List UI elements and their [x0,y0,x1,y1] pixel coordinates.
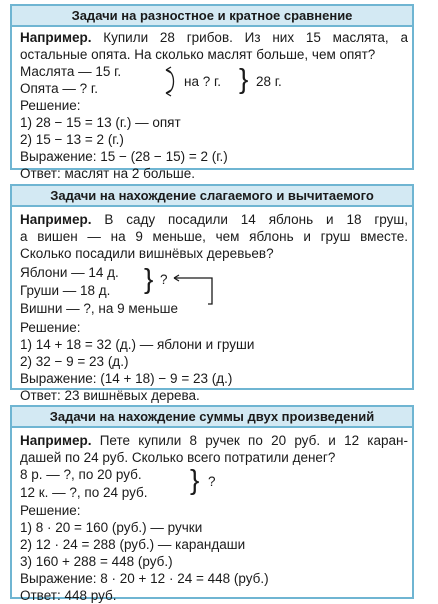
short-note-line: Вишни — ?, на 9 меньше [20,301,178,316]
answer: Ответ: маслят на 2 больше. [20,166,196,181]
solution-label: Решение: [20,98,81,113]
card-title: Задачи на разностное и кратное сравнение [12,6,412,27]
solution-label: Решение: [20,503,81,518]
question-mark: ? [160,272,168,287]
expression: Выражение: 15 − (28 − 15) = 2 (г.) [20,149,228,164]
question-mark: ? [208,474,216,489]
expression: Выражение: (14 + 18) − 9 = 23 (д.) [20,371,233,386]
solution-step: 3) 160 + 288 = 448 (руб.) [20,554,173,569]
card-title: Задачи на нахождение слагаемого и вычитаемого [12,186,412,207]
example-label: Например. [20,30,92,45]
problem-line: дашей по 24 руб. Сколько всего потратили денег? [20,450,336,465]
card-body [12,428,412,603]
problem-line: а вишен — на 9 меньше, чем яблонь и груш вместе. [20,229,408,244]
short-note-line: Груши — 18 д. [20,283,111,298]
comparison-arrow-icon [164,65,182,99]
short-note-line: 12 к. — ?, по 24 руб. [20,485,148,500]
answer: Ответ: 23 вишнёвых дерева. [20,388,200,403]
comparison-note: на ? г. [184,74,221,89]
right-brace-icon: } [144,263,154,294]
short-note-line: Яблони — 14 д. [20,265,119,280]
answer: Ответ: 448 руб. [20,588,117,603]
right-brace-icon: } [239,63,249,94]
problem-line [20,29,408,46]
expression: Выражение: 8 · 20 + 12 · 24 = 448 (руб.) [20,571,269,586]
solution-step: 1) 8 · 20 = 160 (руб.) — ручки [20,520,203,535]
right-brace-icon: } [190,464,200,495]
card-title: Задачи на нахождение суммы двух произведений [12,407,412,428]
example-label: Например. [20,433,92,448]
solution-step: 2) 32 − 9 = 23 (д.) [20,354,129,369]
back-arrow-icon [168,273,218,309]
card-body [12,27,412,181]
example-label: Например. [20,212,92,227]
solution-step: 1) 14 + 18 = 32 (д.) — яблони и груши [20,337,255,352]
problem-text: В саду посадили 14 яблонь и 18 груш, [104,212,408,227]
solution-step: 1) 28 − 15 = 13 (г.) — опят [20,115,181,130]
problem-text: Пете купили 8 ручек по 20 руб. и 12 каран- [99,433,408,448]
short-note-line: Опята — ? г. [20,81,98,96]
total-note: 28 г. [256,74,282,89]
solution-step: 2) 12 · 24 = 288 (руб.) — карандаши [20,537,246,552]
short-note-line: Маслята — 15 г. [20,64,122,79]
solution-step: 2) 15 − 13 = 2 (г.) [20,132,124,147]
problem-line: остальные опята. На сколько маслят больше, чем опят? [20,47,376,62]
problem-line: Сколько посадили вишнёвых деревьев? [20,246,274,261]
problem-line [20,432,408,449]
card-body [12,207,412,403]
short-note-line: 8 р. — ?, по 20 руб. [20,467,142,482]
card-comparison [10,4,414,181]
problem-line [20,211,408,228]
card-sum-of-products [10,405,414,603]
solution-label: Решение: [20,320,81,335]
problem-text: Купили 28 грибов. Из них 15 маслята, а [103,30,408,45]
card-addend-subtrahend [10,184,414,403]
